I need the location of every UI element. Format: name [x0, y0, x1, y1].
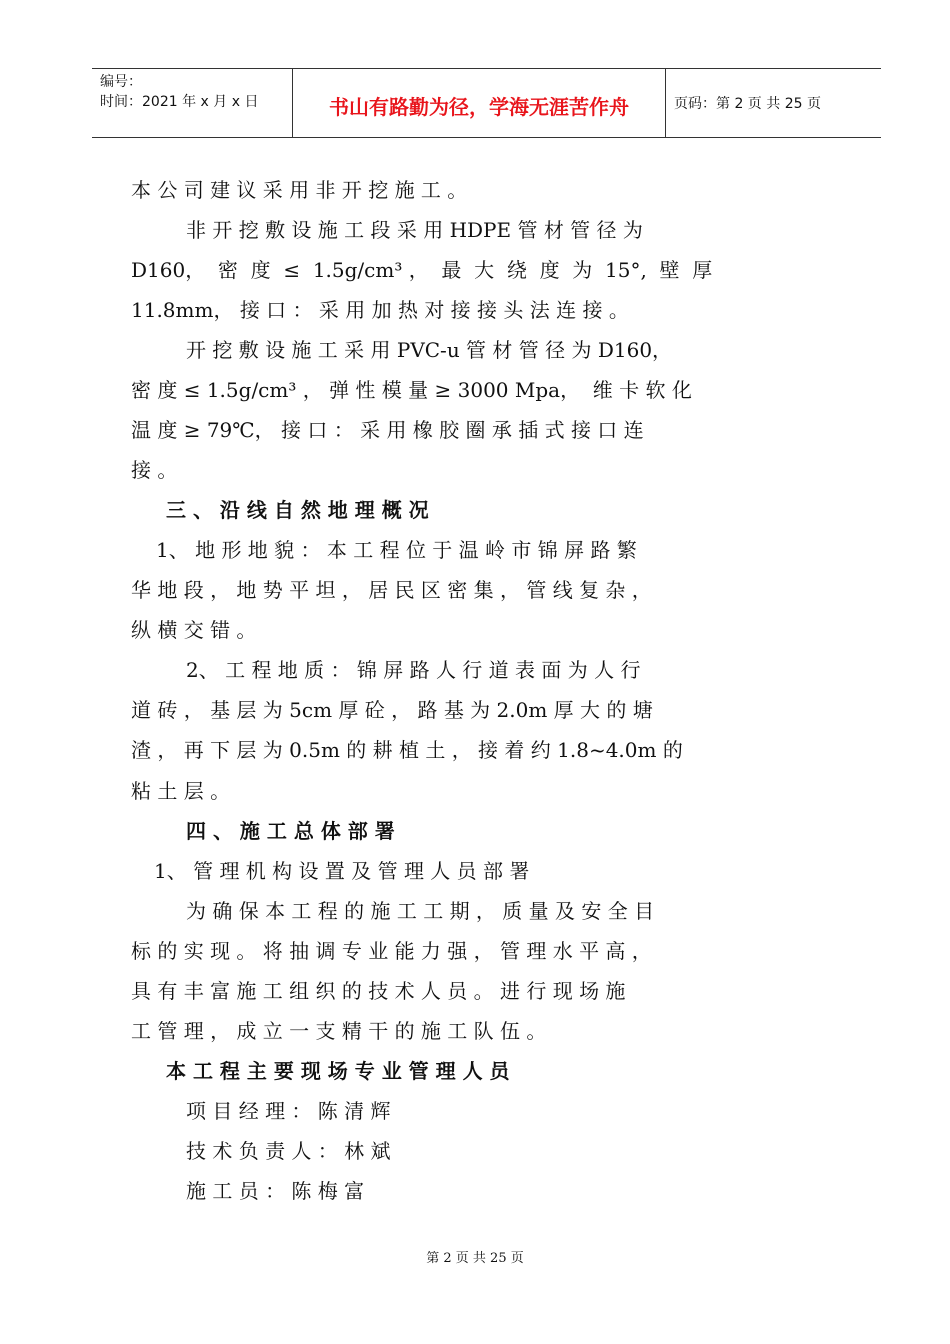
motto-text: 书山有路勤为径，学海无涯苦作舟 [329, 95, 629, 119]
paragraph-line: 标 的 实 现 。 将 抽 调 专 业 能 力 强 ， 管 理 水 平 高 ， [131, 939, 652, 963]
paragraph-line: 非 开 挖 敷 设 施 工 段 采 用 HDPE 管 材 管 径 为 [186, 218, 643, 242]
header-meta-cell [92, 69, 293, 137]
staff-item: 技 术 负 责 人 ： 林 斌 [186, 1139, 391, 1163]
paragraph-line: 粘 土 层 。 [131, 779, 231, 803]
header-page-cell [666, 69, 881, 137]
paragraph-line: 具 有 丰 富 施 工 组 织 的 技 术 人 员 。 进 行 现 场 施 [131, 979, 626, 1003]
paragraph-line: 开 挖 敷 设 施 工 采 用 PVC-u 管 材 管 径 为 D160， [186, 338, 673, 362]
paragraph-line: 为 确 保 本 工 程 的 施 工 工 期 ， 质 量 及 安 全 目 [186, 899, 655, 923]
staff-item: 施 工 员 ： 陈 梅 富 [186, 1179, 365, 1203]
paragraph-line: 道 砖 ， 基 层 为 5cm 厚 砼 ， 路 基 为 2.0m 厚 大 的 塘 [131, 698, 653, 722]
document-header [92, 68, 881, 138]
paragraph-line: D160， 密 度 ≤ 1.5g/cm³ ， 最 大 绕 度 为 15°, 壁 厚 [131, 258, 713, 282]
page-number-label: 页码：第 2 页 共 25 页 [674, 96, 821, 112]
paragraph-line: 1、 管 理 机 构 设 置 及 管 理 人 员 部 署 [154, 859, 530, 883]
header-motto-cell [293, 69, 666, 137]
page-footer: 第 2 页 共 25 页 [426, 1251, 524, 1266]
staff-heading: 本 工 程 主 要 现 场 专 业 管 理 人 员 [166, 1059, 510, 1083]
time-label: 时间：2021 年 x 月 x 日 [100, 94, 259, 110]
paragraph-line: 纵 横 交 错 。 [131, 618, 257, 642]
staff-item: 项 目 经 理 ： 陈 清 辉 [186, 1099, 391, 1123]
paragraph-line: 本 公 司 建 议 采 用 非 开 挖 施 工 。 [131, 178, 468, 202]
paragraph-line: 11.8mm， 接 口 ： 采 用 加 热 对 接 接 头 法 连 接 。 [131, 298, 629, 322]
paragraph-line: 2、 工 程 地 质 ： 锦 屏 路 人 行 道 表 面 为 人 行 [186, 658, 641, 682]
paragraph-line: 1、 地 形 地 貌 ： 本 工 程 位 于 温 岭 市 锦 屏 路 繁 [156, 538, 637, 562]
number-label: 编号： [100, 74, 142, 90]
paragraph-line: 工 管 理 ， 成 立 一 支 精 干 的 施 工 队 伍 。 [131, 1019, 547, 1043]
paragraph-line: 华 地 段 ， 地 势 平 坦 ， 居 民 区 密 集 ， 管 线 复 杂 ， [131, 578, 652, 602]
section-heading: 四 、 施 工 总 体 部 署 [186, 819, 395, 843]
paragraph-line: 渣 ， 再 下 层 为 0.5m 的 耕 植 土 ， 接 着 约 1.8~4.0m 的 [131, 738, 683, 762]
section-heading: 三 、 沿 线 自 然 地 理 概 况 [166, 498, 429, 522]
paragraph-line: 接 。 [131, 458, 178, 482]
paragraph-line: 温 度 ≥ 79℃， 接 口 ： 采 用 橡 胶 圈 承 插 式 接 口 连 [131, 418, 644, 442]
paragraph-line: 密 度 ≤ 1.5g/cm³ ， 弹 性 模 量 ≥ 3000 Mpa， 维 卡 软 化 [131, 378, 692, 402]
